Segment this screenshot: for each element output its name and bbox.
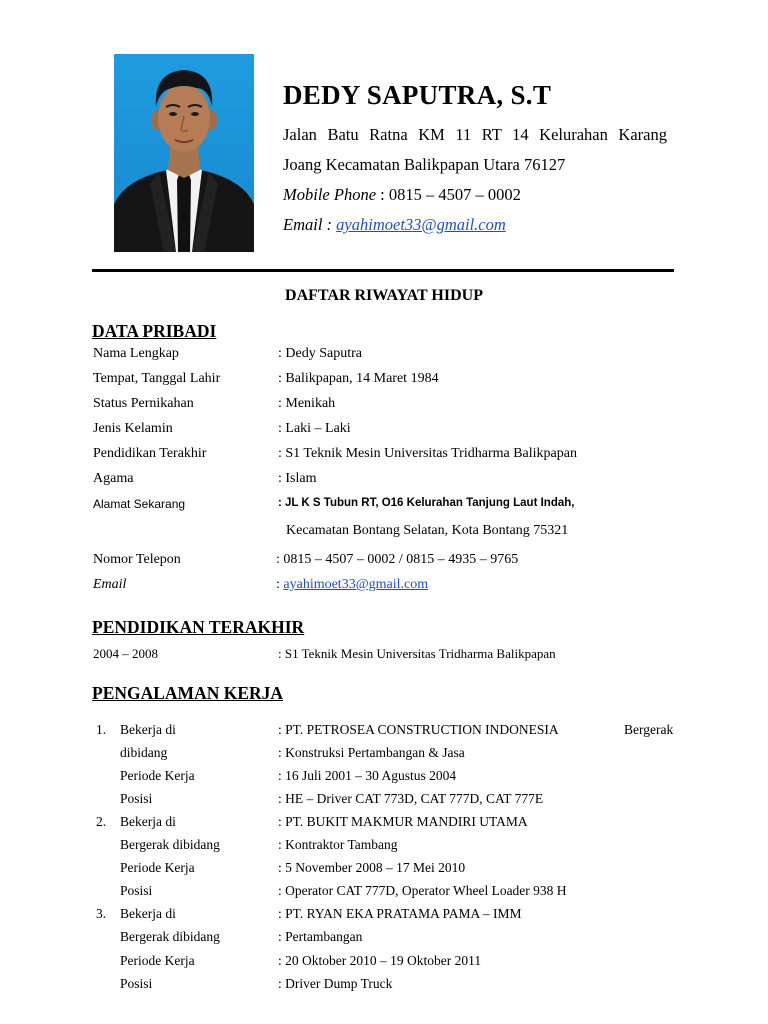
document-title: DAFTAR RIWAYAT HIDUP — [285, 287, 483, 304]
job-label: Bekerja di — [120, 906, 176, 921]
personal-label: Agama — [93, 471, 134, 486]
job-value: : Konstruksi Pertambangan & Jasa — [278, 745, 465, 760]
personal-label: Tempat, Tanggal Lahir — [93, 371, 221, 386]
email-colon: : — [276, 577, 284, 592]
header-phone — [283, 185, 521, 205]
personal-label: Jenis Kelamin — [93, 421, 173, 436]
address-line-2: Joang Kecamatan Balikpapan Utara 76127 — [283, 155, 566, 174]
personal-label: Status Pernikahan — [93, 396, 194, 411]
job-label: Bekerja di — [120, 814, 176, 829]
personal-value: : Balikpapan, 14 Maret 1984 — [278, 371, 439, 386]
personal-value: : Menikah — [278, 396, 336, 411]
address-line-1: Jalan Batu Ratna KM 11 RT 14 Kelurahan Karang — [283, 125, 667, 144]
job-label: Periode Kerja — [120, 953, 195, 968]
email-label-row: Email — [93, 577, 127, 592]
section-heading-work: PENGALAMAN KERJA — [92, 683, 284, 703]
email-link[interactable]: ayahimoet33@gmail.com — [283, 577, 429, 592]
job-label: dibidang — [120, 745, 168, 760]
section-heading-personal: DATA PRIBADI — [92, 321, 217, 341]
email-link[interactable]: ayahimoet33@gmail.com — [336, 215, 506, 234]
education-value: : S1 Teknik Mesin Universitas Tridharma Balikpapan — [278, 646, 556, 661]
address-value-1: : JL K S Tubun RT, O16 Kelurahan Tanjung Laut Indah, — [278, 497, 575, 509]
candidate-name: DEDY SAPUTRA, S.T — [283, 80, 552, 110]
personal-value: : S1 Teknik Mesin Universitas Tridharma Balikpapan — [278, 446, 577, 461]
email-value-row — [276, 577, 428, 593]
job-label: Bergerak dibidang — [120, 929, 220, 944]
job-label: Periode Kerja — [120, 768, 195, 783]
job-value: : PT. RYAN EKA PRATAMA PAMA – IMM — [278, 906, 522, 921]
job-value-tail: Bergerak — [624, 722, 674, 737]
job-label: Bekerja di — [120, 722, 176, 737]
phone-label-row: Nomor Telepon — [93, 552, 181, 567]
job-value: : PT. PETROSEA CONSTRUCTION INDONESIA — [278, 722, 559, 737]
job-value: : PT. BUKIT MAKMUR MANDIRI UTAMA — [278, 814, 528, 829]
personal-value: : Laki – Laki — [278, 421, 351, 436]
job-number: 1. — [96, 722, 107, 737]
header-email — [283, 215, 506, 235]
phone-label: Mobile Phone — [283, 185, 377, 204]
job-label: Bergerak dibidang — [120, 837, 220, 852]
job-value: : 5 November 2008 – 17 Mei 2010 — [278, 860, 466, 875]
personal-value: : Dedy Saputra — [278, 346, 362, 361]
job-value: : Driver Dump Truck — [278, 976, 393, 991]
education-period: 2004 – 2008 — [93, 646, 158, 661]
job-value: : 16 Juli 2001 – 30 Agustus 2004 — [278, 768, 457, 783]
job-label: Posisi — [120, 883, 153, 898]
job-number: 2. — [96, 814, 107, 829]
address-value-2: Kecamatan Bontang Selatan, Kota Bontang 75321 — [286, 523, 569, 538]
job-value: : Kontraktor Tambang — [278, 837, 398, 852]
address-label: Alamat Sekarang — [93, 497, 186, 511]
phone-value: : 0815 – 4507 – 0002 — [376, 185, 521, 204]
job-label: Posisi — [120, 976, 153, 991]
personal-label: Nama Lengkap — [93, 346, 179, 361]
job-number: 3. — [96, 906, 107, 921]
person-portrait-icon — [114, 54, 254, 252]
job-value: : 20 Oktober 2010 – 19 Oktober 2011 — [278, 953, 482, 968]
header-divider — [92, 269, 674, 272]
job-value: : HE – Driver CAT 773D, CAT 777D, CAT 777E — [278, 791, 544, 806]
section-heading-education: PENDIDIKAN TERAKHIR — [92, 617, 305, 637]
job-label: Periode Kerja — [120, 860, 195, 875]
job-value: : Operator CAT 777D, Operator Wheel Loader 938 H — [278, 883, 567, 898]
email-label: Email : — [283, 215, 337, 234]
job-label: Posisi — [120, 791, 153, 806]
personal-value: : Islam — [278, 471, 317, 486]
profile-photo — [114, 54, 254, 252]
job-value: : Pertambangan — [278, 929, 363, 944]
phone-value-row: : 0815 – 4507 – 0002 / 0815 – 4935 – 9765 — [276, 552, 519, 567]
personal-label: Pendidikan Terakhir — [93, 446, 207, 461]
